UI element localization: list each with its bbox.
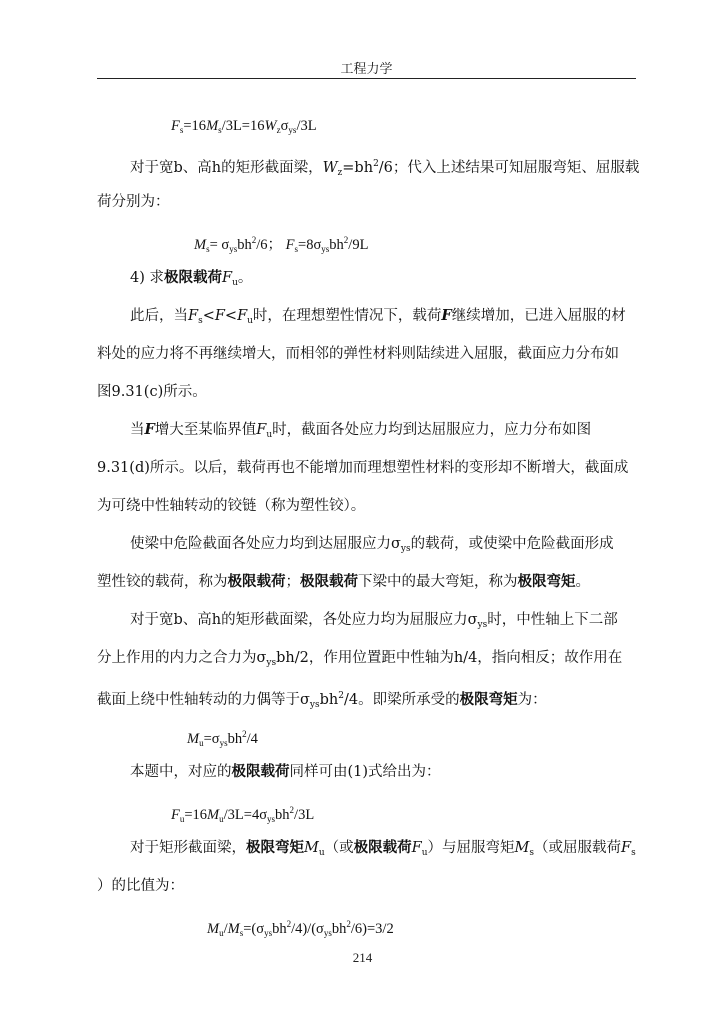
- step-heading: 4) 求极限载荷$F_u$。: [130, 269, 253, 288]
- page-number: 214: [352, 950, 373, 965]
- text-line: 本题中，对应的极限载荷同样可由(1)式给出为：: [130, 763, 441, 780]
- text-line: 图9.31(c)所示。: [97, 384, 207, 400]
- formula-fu: $F_u=16M_u/3L=4\sigma_{ys}bh^2/3L$: [171, 805, 315, 824]
- formula-ms-fs: $M_s= \sigma_{ys}bh^2/6$； $F_s=8\sigma_{ys}bh^2/9L$: [194, 235, 369, 254]
- text-line: 当F增大至某临界值$F_u$时，截面各处应力均到达屈服应力，应力分布如图: [130, 421, 592, 440]
- text-line: 使梁中危险截面各处应力均到达屈服应力$\sigma_{ys}$的载荷，或使梁中危险截面形成: [130, 536, 614, 554]
- text-line: 料处的应力将不再继续增大，而相邻的弹性材料则陆续进入屈服，截面应力分布如: [97, 346, 619, 362]
- text-line: 荷分别为：: [97, 194, 170, 210]
- text-line: ）的比值为：: [97, 878, 184, 894]
- running-header: 工程力学: [340, 62, 393, 77]
- formula-mu: $M_u=\sigma_{ys}bh^2/4$: [187, 729, 258, 748]
- text-line: 9.31(d)所示。以后，载荷再也不能增加而理想塑性材料的变形却不断增大，截面成: [97, 460, 629, 476]
- formula-ratio: $M_u/M_s=(\sigma_{ys}bh^2/4)/(\sigma_{ys}bh^2/6)=3/2$: [207, 919, 394, 938]
- formula-fs-1: $F_s=16M_s/3L=16W_z\sigma_{ys}/3L$: [171, 118, 317, 135]
- text-line: 对于宽b、高h的矩形截面梁，各处应力均为屈服应力$\sigma_{ys}$时，中性轴上下二部: [130, 612, 618, 630]
- header-rule: [97, 78, 636, 79]
- text-line: 对于矩形截面梁，极限弯矩$M_u$（或极限载荷$F_u$）与屈服弯矩$M_s$（或屈服载荷$F_s$: [130, 839, 636, 858]
- text-line: 截面上绕中性轴转动的力偶等于$\sigma_{ys}bh^2/4$。即梁所承受的极限弯矩为：: [97, 691, 547, 710]
- text-line: 对于宽b、高h的矩形截面梁，$W_z=bh^2/6$；代入上述结果可知屈服弯矩、屈服载: [130, 159, 640, 178]
- text-line: 塑性铰的载荷，称为极限载荷；极限载荷下梁中的最大弯矩，称为极限弯矩。: [97, 573, 590, 590]
- text-line: 为可绕中性轴转动的铰链（称为塑性铰）。: [97, 498, 366, 514]
- text-line: 分上作用的内力之合力为$\sigma_{ys}bh/2$，作用位置距中性轴为h/4，指向相反；故作用在: [97, 650, 623, 668]
- text-line: 此后，当$F_s<F<F_u$时，在理想塑性情况下，载荷F继续增加，已进入屈服的材: [130, 307, 626, 326]
